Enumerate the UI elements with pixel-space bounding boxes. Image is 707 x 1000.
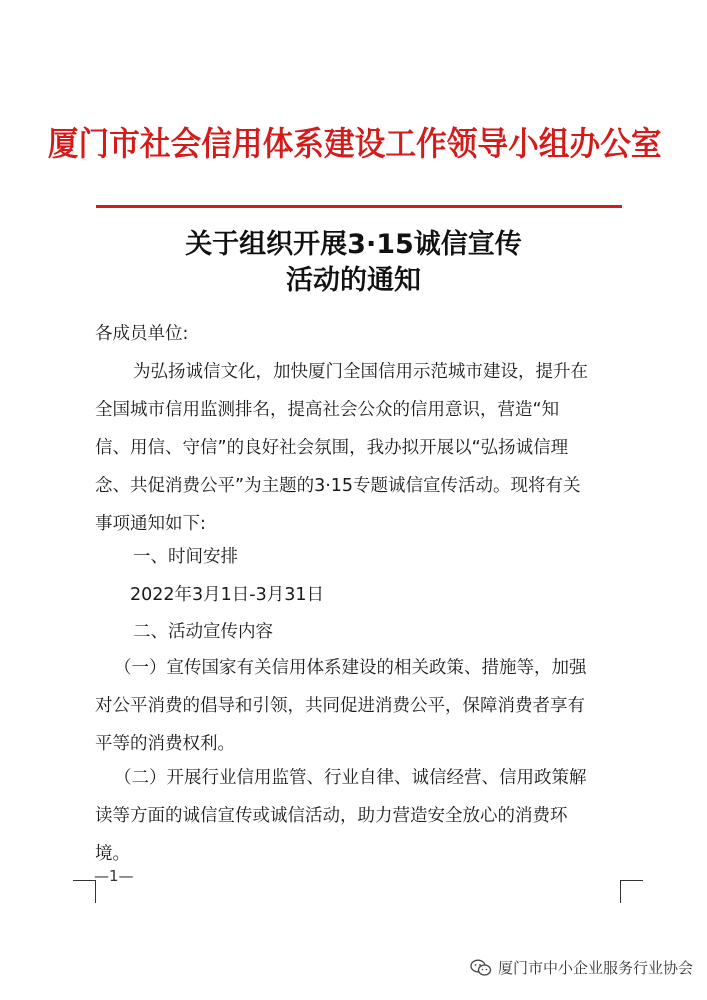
- paragraph-line: 事项通知如下:: [95, 514, 206, 534]
- page-number: —1—: [94, 867, 134, 885]
- section-heading-schedule: 一、时间安排: [133, 547, 238, 567]
- item-line: 读等方面的诚信宣传或诚信活动，助力营造安全放心的消费环: [95, 806, 568, 826]
- paragraph-line: 全国城市信用监测排名，提高社会公众的信用意识，营造“知: [95, 400, 560, 420]
- item-line: （一）宣传国家有关信用体系建设的相关政策、措施等，加强: [114, 658, 587, 678]
- schedule-dates: 2022年3月1日-3月31日: [130, 585, 325, 605]
- wechat-icon: [470, 959, 492, 977]
- item-line: （二）开展行业信用监管、行业自律、诚信经营、信用政策解: [114, 768, 587, 788]
- document-title-line-2: 活动的通知: [286, 265, 421, 296]
- document-title-line-1: 关于组织开展3·15诚信宣传: [185, 229, 522, 260]
- red-divider-rule: [96, 205, 622, 208]
- item-line: 境。: [95, 844, 130, 864]
- crop-mark-right: [620, 880, 643, 903]
- crop-mark-left: [73, 880, 96, 903]
- source-account-name: 厦门市中小企业服务行业协会: [497, 959, 693, 977]
- item-line: 平等的消费权利。: [95, 734, 235, 754]
- section-heading-content: 二、活动宣传内容: [133, 622, 273, 642]
- paragraph-line: 念、共促消费公平”为主题的3·15专题诚信宣传活动。现将有关: [95, 476, 581, 496]
- paragraph-line: 信、用信、守信”的良好社会氛围，我办拟开展以“弘扬诚信理: [95, 438, 569, 458]
- source-watermark: [470, 957, 693, 978]
- salutation: 各成员单位:: [95, 324, 189, 344]
- item-line: 对公平消费的倡导和引领，共同促进消费公平，保障消费者享有: [95, 696, 585, 716]
- paragraph-line: 为弘扬诚信文化，加快厦门全国信用示范城市建设，提升在: [133, 362, 588, 382]
- issuing-office-header: 厦门市社会信用体系建设工作领导小组办公室: [47, 124, 662, 163]
